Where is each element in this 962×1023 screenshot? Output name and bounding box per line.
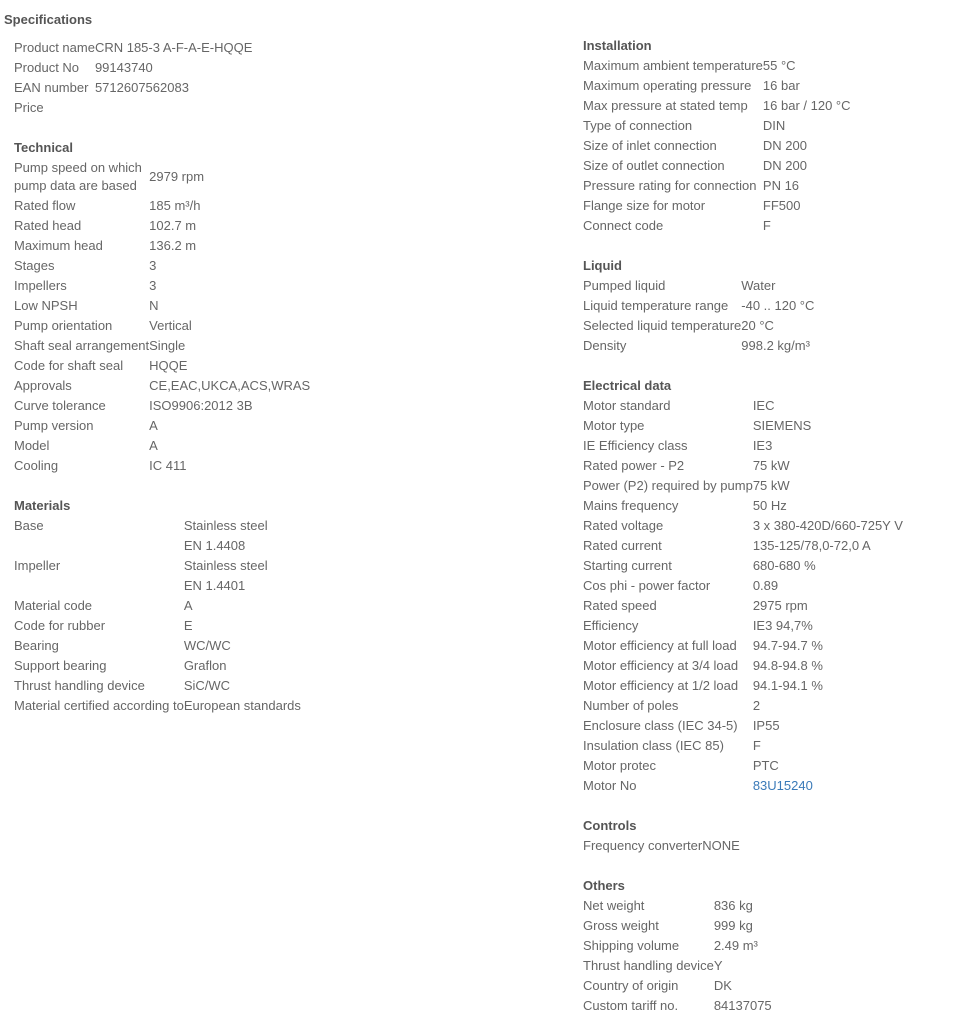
spec-value [95, 98, 252, 118]
spec-table-liquid [583, 276, 814, 356]
spec-value: SiC/WC [183, 678, 231, 693]
spec-row [583, 836, 740, 856]
spec-value: 2979 rpm [149, 169, 205, 184]
spec-table-installation [583, 56, 851, 236]
spec-label: Type of connection [583, 118, 693, 133]
spec-label: Insulation class (IEC 85) [583, 738, 724, 753]
spec-row [14, 456, 310, 476]
spec-row [583, 116, 851, 136]
spec-row [583, 536, 903, 556]
spec-label: Enclosure class (IEC 34-5) [583, 718, 738, 733]
spec-row [14, 158, 310, 196]
spec-value: F [762, 218, 771, 233]
spec-row [583, 636, 903, 656]
spec-row [14, 636, 301, 656]
spec-label: Flange size for motor [583, 198, 706, 213]
section-installation [583, 36, 851, 236]
spec-label: Product No [14, 60, 80, 75]
spec-label: Rated flow [14, 198, 76, 213]
spec-row [583, 516, 903, 536]
spec-row [14, 98, 252, 118]
section-heading-technical: Technical [14, 140, 74, 155]
spec-table-technical [14, 158, 310, 476]
spec-label: Material certified according to [14, 698, 184, 713]
spec-label: Mains frequency [583, 498, 679, 513]
spec-value: HQQE [149, 358, 188, 373]
spec-label: Liquid temperature range [583, 298, 729, 313]
spec-row [14, 316, 310, 336]
spec-value: DN 200 [762, 158, 807, 173]
spec-value: 94.1-94.1 % [752, 678, 823, 693]
spec-label: Code for rubber [14, 618, 106, 633]
spec-value: 102.7 m [149, 218, 197, 233]
spec-row [14, 516, 301, 536]
spec-label: Starting current [583, 558, 672, 573]
spec-label: Rated current [583, 538, 662, 553]
spec-label: Custom tariff no. [583, 998, 679, 1013]
spec-label: Thrust handling device [14, 678, 145, 693]
spec-label [14, 576, 184, 596]
spec-row [583, 696, 903, 716]
spec-row [583, 216, 851, 236]
spec-row [583, 396, 903, 416]
section-heading-liquid: Liquid [583, 258, 622, 273]
section-general [14, 38, 252, 118]
spec-value: 75 kW [752, 458, 790, 473]
spec-row [583, 96, 851, 116]
spec-label: Gross weight [583, 918, 659, 933]
spec-value: PN 16 [762, 178, 800, 193]
spec-row [14, 436, 310, 456]
spec-value: 5712607562083 [94, 80, 189, 95]
spec-value: 680-680 % [752, 558, 816, 573]
spec-row [14, 336, 310, 356]
spec-label: Number of poles [583, 698, 679, 713]
spec-value: A [149, 438, 158, 453]
spec-row [583, 456, 903, 476]
spec-row [583, 296, 814, 316]
spec-table-general [14, 38, 252, 118]
spec-value: 75 kW [752, 478, 790, 493]
spec-value [753, 776, 903, 796]
spec-value: CRN 185-3 A-F-A-E-HQQE [94, 40, 253, 55]
spec-value: Stainless steel [183, 558, 268, 573]
spec-table-others [583, 896, 772, 1016]
spec-value: N [149, 298, 159, 313]
spec-label: Cooling [14, 458, 59, 473]
section-electrical [583, 376, 903, 796]
spec-value: DN 200 [762, 138, 807, 153]
spec-row [14, 236, 310, 256]
spec-label: Low NPSH [14, 298, 78, 313]
spec-row [14, 216, 310, 236]
spec-label: EAN number [14, 80, 89, 95]
spec-row [583, 716, 903, 736]
spec-value: CE,EAC,UKCA,ACS,WRAS [149, 378, 311, 393]
spec-label: Support bearing [14, 658, 107, 673]
spec-row [583, 56, 851, 76]
spec-row [583, 656, 903, 676]
spec-value: 836 kg [713, 898, 753, 913]
spec-label: Thrust handling device [583, 958, 714, 973]
spec-label: Frequency converter [583, 838, 703, 853]
spec-value: 3 x 380-420D/660-725Y V [752, 518, 903, 533]
spec-value: 2.49 m³ [713, 938, 758, 953]
spec-row [583, 896, 772, 916]
spec-label: Maximum operating pressure [583, 78, 752, 93]
spec-row [583, 676, 903, 696]
section-heading-controls: Controls [583, 818, 637, 833]
spec-label: Cos phi - power factor [583, 578, 711, 593]
spec-value: Y [713, 958, 723, 973]
section-others [583, 876, 772, 1016]
spec-label: Motor efficiency at 3/4 load [583, 658, 739, 673]
section-heading-others: Others [583, 878, 625, 893]
spec-value: Water [741, 278, 776, 293]
spec-value: 2975 rpm [752, 598, 808, 613]
spec-label: Shaft seal arrangement [14, 338, 150, 353]
spec-label: IE Efficiency class [583, 438, 688, 453]
spec-row [14, 196, 310, 216]
spec-row [14, 356, 310, 376]
spec-row [14, 616, 301, 636]
spec-row [14, 396, 310, 416]
spec-table-electrical [583, 396, 903, 796]
spec-row [583, 916, 772, 936]
spec-row [583, 956, 772, 976]
spec-label: Maximum ambient temperature [583, 58, 763, 73]
spec-value: 94.8-94.8 % [752, 658, 823, 673]
spec-row [583, 176, 851, 196]
spec-value: IC 411 [149, 458, 187, 473]
spec-value: 55 °C [762, 58, 796, 73]
spec-row [583, 496, 903, 516]
spec-row [583, 336, 814, 356]
spec-value: NONE [702, 838, 740, 853]
spec-value: 2 [752, 698, 761, 713]
spec-value: 84137075 [713, 998, 772, 1013]
spec-label: Net weight [583, 898, 645, 913]
spec-value: IE3 94,7% [752, 618, 813, 633]
spec-row [583, 616, 903, 636]
spec-row [14, 78, 252, 98]
spec-row [14, 376, 310, 396]
motor-number-link[interactable]: 83U15240 [752, 778, 813, 793]
spec-value: 20 °C [741, 318, 774, 333]
spec-row [583, 196, 851, 216]
spec-row [583, 156, 851, 176]
spec-label: Pumped liquid [583, 278, 666, 293]
spec-label: Pressure rating for connection [583, 178, 757, 193]
section-controls [583, 816, 740, 856]
spec-label: Material code [14, 598, 93, 613]
spec-value: 135-125/78,0-72,0 A [752, 538, 871, 553]
spec-value: 3 [149, 258, 157, 273]
spec-row [583, 76, 851, 96]
spec-label: Code for shaft seal [14, 358, 124, 373]
spec-value: Single [149, 338, 186, 353]
spec-value: E [183, 618, 193, 633]
spec-label: Impellers [14, 278, 67, 293]
spec-label: Impeller [14, 558, 61, 573]
spec-value: DIN [762, 118, 786, 133]
spec-value: European standards [183, 698, 301, 713]
spec-label: Rated head [14, 218, 82, 233]
spec-value: -40 .. 120 °C [741, 298, 815, 313]
section-materials [14, 496, 301, 716]
spec-label: Pump speed on which pump data are based [14, 160, 142, 193]
spec-label: Bearing [14, 638, 59, 653]
spec-row [583, 416, 903, 436]
spec-value: Graflon [183, 658, 227, 673]
spec-label: Rated voltage [583, 518, 664, 533]
spec-value: F [752, 738, 761, 753]
spec-row [583, 776, 903, 796]
spec-row [583, 936, 772, 956]
spec-value: 94.7-94.7 % [752, 638, 823, 653]
spec-value: A [183, 598, 193, 613]
spec-row [14, 556, 301, 576]
spec-row [583, 756, 903, 776]
spec-label: Motor protec [583, 758, 656, 773]
spec-value: Vertical [149, 318, 192, 333]
spec-label: Connect code [583, 218, 664, 233]
spec-row [14, 416, 310, 436]
spec-row [583, 736, 903, 756]
spec-row [583, 996, 772, 1016]
spec-value: IEC [752, 398, 775, 413]
spec-value: 999 kg [713, 918, 753, 933]
section-heading-installation: Installation [583, 38, 652, 53]
spec-value: SIEMENS [752, 418, 812, 433]
spec-label: Motor type [583, 418, 645, 433]
spec-label: Density [583, 338, 627, 353]
spec-row [14, 656, 301, 676]
spec-value: IP55 [752, 718, 780, 733]
spec-value: 16 bar [762, 78, 800, 93]
spec-row [14, 536, 301, 556]
spec-table-materials [14, 516, 301, 716]
spec-label: Maximum head [14, 238, 103, 253]
spec-label: Rated speed [583, 598, 657, 613]
spec-row [583, 556, 903, 576]
spec-value: IE3 [752, 438, 773, 453]
spec-value: FF500 [762, 198, 801, 213]
spec-value: PTC [752, 758, 779, 773]
spec-label: Model [14, 438, 50, 453]
spec-label: Efficiency [583, 618, 639, 633]
section-technical [14, 138, 310, 476]
spec-row [583, 316, 814, 336]
spec-label: Motor efficiency at full load [583, 638, 737, 653]
spec-table-controls [583, 836, 740, 856]
spec-label: Pump orientation [14, 318, 113, 333]
spec-row [14, 596, 301, 616]
spec-label: Motor efficiency at 1/2 load [583, 678, 739, 693]
spec-label: Shipping volume [583, 938, 680, 953]
spec-row [14, 296, 310, 316]
spec-row [14, 276, 310, 296]
spec-row [14, 676, 301, 696]
spec-label: Price [14, 100, 44, 115]
spec-label: Curve tolerance [14, 398, 106, 413]
spec-label: Size of outlet connection [583, 158, 725, 173]
spec-row [583, 596, 903, 616]
spec-row [583, 476, 903, 496]
spec-value: EN 1.4408 [183, 538, 246, 553]
spec-value: EN 1.4401 [183, 578, 246, 593]
spec-value: ISO9906:2012 3B [149, 398, 253, 413]
spec-value: 0.89 [752, 578, 779, 593]
spec-row [14, 696, 301, 716]
spec-label: Approvals [14, 378, 72, 393]
spec-value: Stainless steel [183, 518, 268, 533]
spec-value: 50 Hz [752, 498, 787, 513]
spec-value: DK [713, 978, 732, 993]
spec-value: 3 [149, 278, 157, 293]
spec-row [583, 136, 851, 156]
spec-row [583, 276, 814, 296]
spec-label: Motor No [583, 778, 637, 793]
spec-label: Stages [14, 258, 55, 273]
spec-value: 185 m³/h [149, 198, 201, 213]
spec-row [14, 38, 252, 58]
spec-row [14, 256, 310, 276]
spec-label: Pump version [14, 418, 94, 433]
spec-row [14, 576, 301, 596]
spec-label [14, 536, 184, 556]
spec-label: Selected liquid temperature [583, 318, 742, 333]
spec-value: 99143740 [94, 60, 153, 75]
spec-label: Rated power - P2 [583, 458, 685, 473]
spec-label: Country of origin [583, 978, 679, 993]
spec-label: Product name [14, 40, 95, 55]
page-title: Specifications [4, 12, 93, 27]
section-heading-electrical: Electrical data [583, 378, 672, 393]
spec-label: Base [14, 518, 44, 533]
section-liquid [583, 256, 814, 356]
spec-value: WC/WC [183, 638, 231, 653]
spec-value: A [149, 418, 158, 433]
spec-value: 136.2 m [149, 238, 197, 253]
section-heading-materials: Materials [14, 498, 71, 513]
spec-label: Power (P2) required by pump [583, 478, 753, 493]
spec-label: Size of inlet connection [583, 138, 717, 153]
spec-row [14, 58, 252, 78]
spec-label: Motor standard [583, 398, 671, 413]
spec-value: 998.2 kg/m³ [741, 338, 810, 353]
spec-row [583, 436, 903, 456]
spec-row [583, 576, 903, 596]
spec-row [583, 976, 772, 996]
spec-label: Max pressure at stated temp [583, 98, 748, 113]
spec-value: 16 bar / 120 °C [762, 98, 851, 113]
